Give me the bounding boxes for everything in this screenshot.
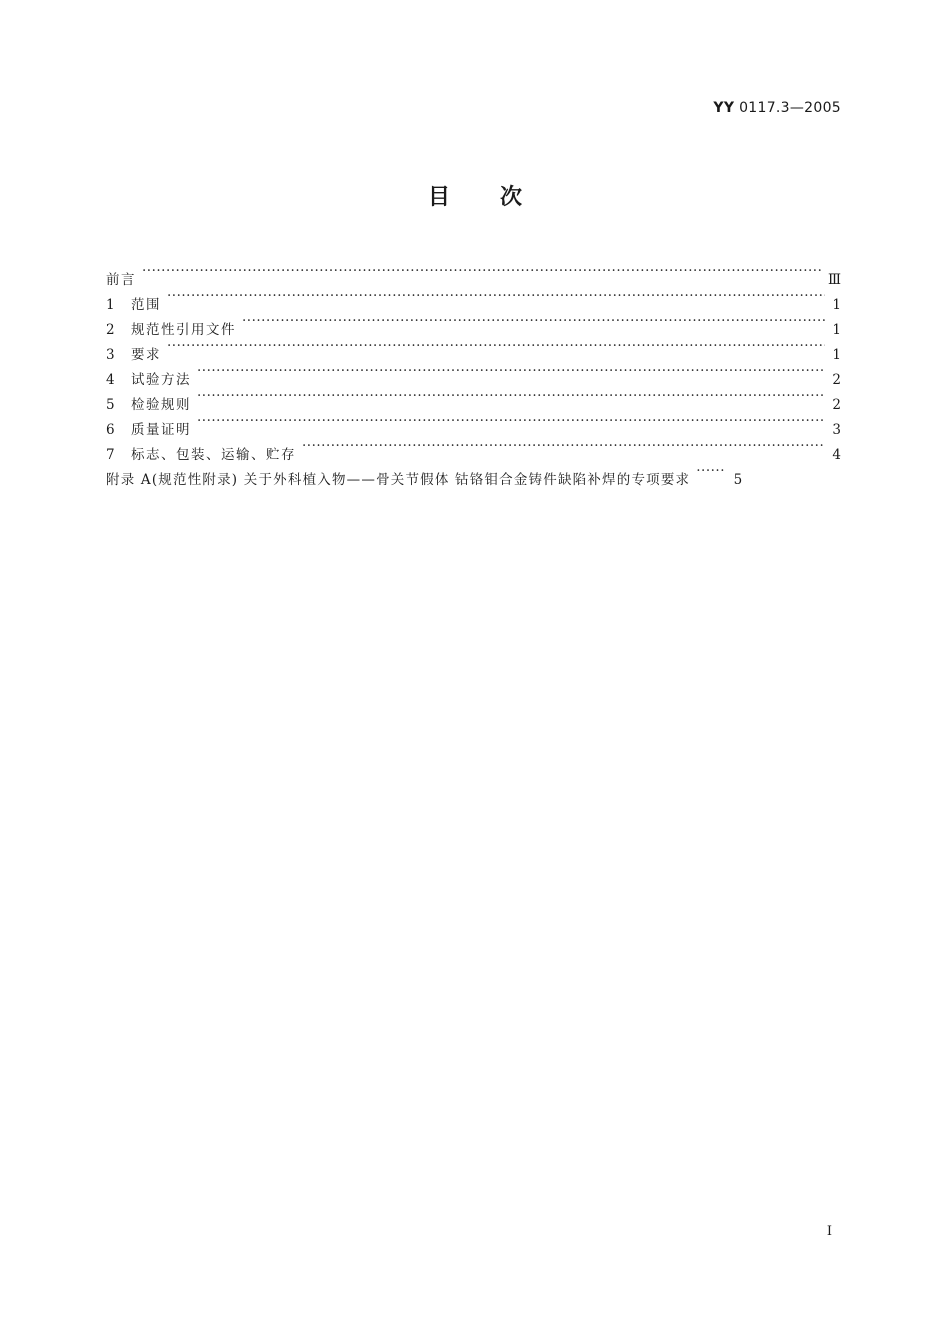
toc-leader-dots xyxy=(197,409,825,434)
toc-entry-page: 5 xyxy=(733,472,743,488)
toc-leader-dots xyxy=(197,384,825,409)
toc-entry-label: 质量证明 xyxy=(131,422,191,438)
toc-leader-dots xyxy=(142,259,822,284)
toc-leader-dots xyxy=(197,359,825,384)
toc-entry-page: Ⅲ xyxy=(827,272,841,288)
toc-entry-page: 2 xyxy=(832,372,841,388)
toc-entry-page: 1 xyxy=(832,322,841,338)
toc-entry-label: 附录 A(规范性附录) 关于外科植入物——骨关节假体 钴铬钼合金铸件缺陷补焊的专项要求 xyxy=(106,472,691,488)
toc-leader-dots xyxy=(302,434,825,459)
page-title: 目次 xyxy=(427,185,572,210)
toc-entry-number: 6 xyxy=(106,422,115,438)
standard-number: 0117.3—2005 xyxy=(739,100,841,116)
standard-code xyxy=(713,100,841,116)
toc-entry-number: 1 xyxy=(106,297,115,313)
toc-entry-2[interactable] xyxy=(106,309,841,338)
toc-entry-page: 3 xyxy=(832,422,841,438)
toc-entry-page: 1 xyxy=(832,297,841,313)
toc-entry-3[interactable] xyxy=(106,334,841,363)
standard-prefix: YY xyxy=(713,100,735,116)
toc-entry-6[interactable] xyxy=(106,409,841,438)
toc-entry-label: 范围 xyxy=(131,297,161,313)
toc-entry-label: 规范性引用文件 xyxy=(131,322,236,338)
toc-entry-label: 试验方法 xyxy=(131,372,191,388)
page-number: I xyxy=(826,1224,832,1239)
toc-entry-5[interactable] xyxy=(106,384,841,413)
toc-entry-7[interactable] xyxy=(106,434,841,463)
toc-entry-page: 2 xyxy=(832,397,841,413)
toc-entry-number: 7 xyxy=(106,447,115,463)
toc-entry-4[interactable] xyxy=(106,359,841,388)
toc-entry-page: 4 xyxy=(832,447,841,463)
toc-entry-number: 2 xyxy=(106,322,115,338)
toc-entry-label: 标志、包装、运输、贮存 xyxy=(131,447,296,463)
toc-entry-foreword[interactable] xyxy=(106,259,841,288)
toc-entry-1[interactable] xyxy=(106,284,841,313)
toc-entry-number: 4 xyxy=(106,372,115,388)
toc-leader-dots xyxy=(167,284,825,309)
toc-entry-page: 1 xyxy=(832,347,841,363)
toc-leader-dots xyxy=(167,334,825,359)
table-of-contents xyxy=(106,259,841,488)
toc-entry-number: 5 xyxy=(106,397,115,413)
toc-leader-dots xyxy=(242,309,825,334)
toc-entry-label: 要求 xyxy=(131,347,161,363)
toc-entry-number: 3 xyxy=(106,347,115,363)
toc-entry-label: 检验规则 xyxy=(131,397,191,413)
toc-entry-label: 前言 xyxy=(106,272,136,288)
toc-leader-dots xyxy=(696,459,726,484)
